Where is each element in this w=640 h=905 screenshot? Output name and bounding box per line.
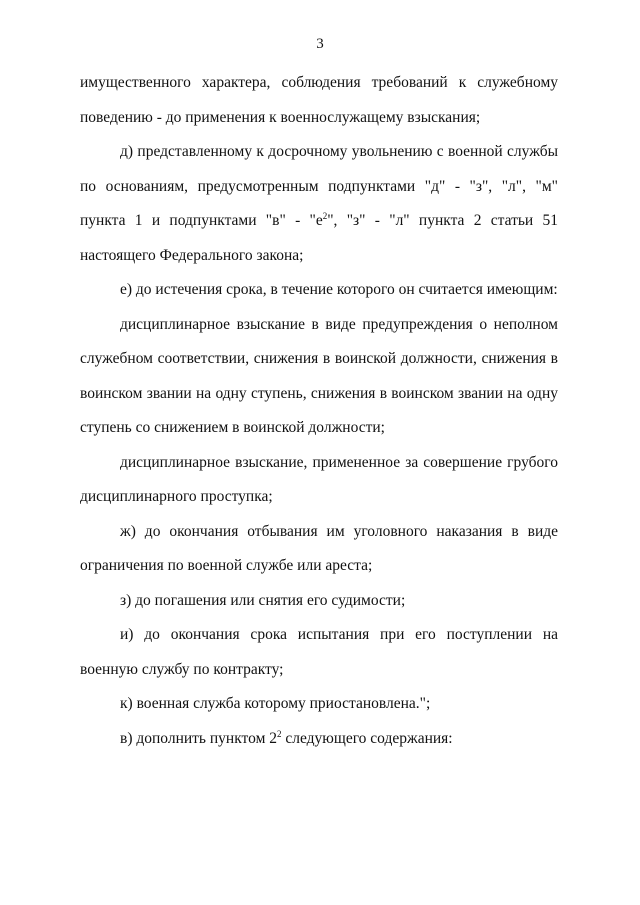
item-d-text: д) представленному к досрочному увольнению с военной службы по основаниям, предусмотренным подпунктами "д" - "з", "л", "м" пункта 1 и подпунктами "в" - "е (80, 143, 558, 229)
paragraph-item-i: и) до окончания срока испытания при его поступлении на военную службу по контракту; (80, 626, 558, 678)
paragraph-item-v (80, 722, 558, 757)
item-v-text: в) дополнить пунктом 2 (120, 729, 277, 747)
item-v-superscript: 2 (277, 728, 282, 739)
paragraph-sanction-warning: дисциплинарное взыскание в виде предупреждения о неполном служебном соответствии, снижения в воинской должности, снижения в воинском звании на одну ступень, снижения в воинском звании на одну ступень со снижением в воинской должности; (80, 315, 558, 436)
paragraph-item-z: з) до погашения или снятия его судимости; (120, 591, 406, 609)
paragraph-item-e: е) до истечения срока, в течение которого он считается имеющим: (120, 281, 558, 298)
paragraph-item-k: к) военная служба которому приостановлена."; (120, 695, 431, 712)
page-number: 3 (316, 36, 324, 52)
document-body (80, 66, 558, 756)
paragraph-item-d (80, 135, 558, 273)
paragraph-sanction-gross: дисциплинарное взыскание, примененное за совершение грубого дисциплинарного проступка; (80, 453, 558, 505)
item-d-text-end: ", "з" - "л" пункта 2 статьи 51 настоящего Федерального закона; (80, 212, 559, 264)
paragraph-continuation: имущественного характера, соблюдения требований к служебному поведению - до применения к военнослужащему взыскания; (80, 74, 558, 126)
item-v-text-end: следующего содержания: (281, 729, 453, 747)
paragraph-item-zh: ж) до окончания отбывания им уголовного наказания в виде ограничения по военной службе или ареста; (80, 522, 558, 574)
item-d-superscript: 2 (322, 211, 328, 221)
